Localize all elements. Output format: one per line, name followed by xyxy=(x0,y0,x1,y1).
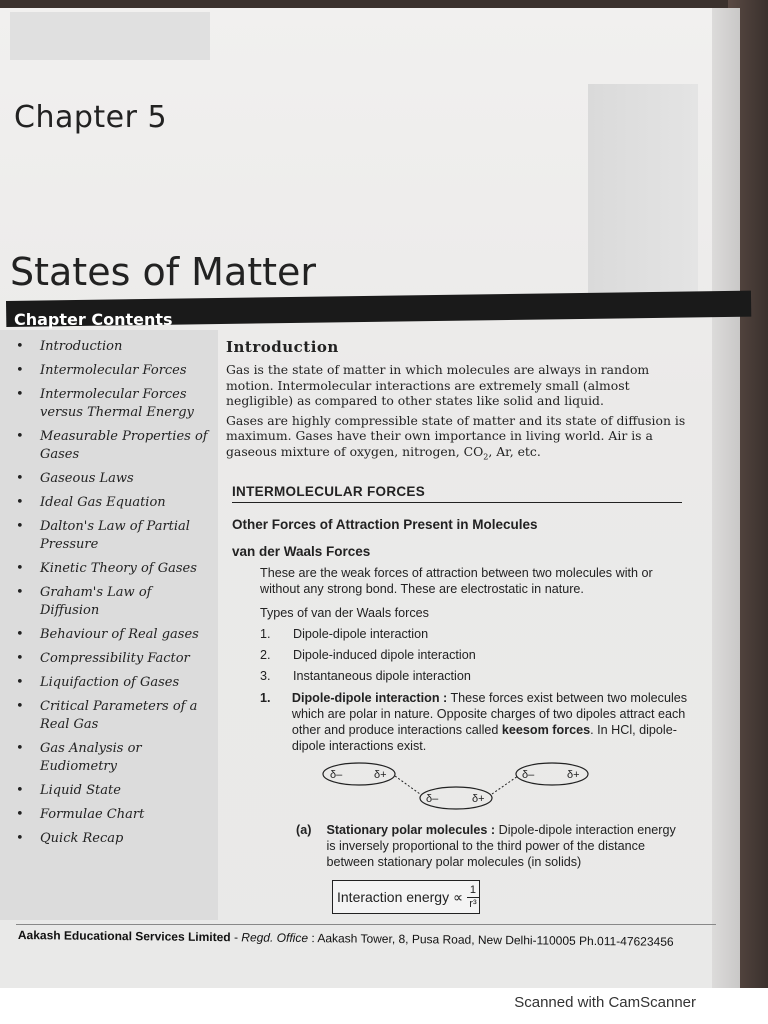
dipole-pos-right: δ+ xyxy=(567,769,580,782)
footer-dash: - xyxy=(230,930,242,945)
toc-item: • Intermolecular Forces versus Thermal Energy xyxy=(14,386,214,422)
type-number: 2. xyxy=(260,648,271,663)
toc-item: • Behaviour of Real gases xyxy=(14,626,214,644)
toc-item: • Measurable Properties of Gases xyxy=(14,428,214,464)
paper-edge xyxy=(712,8,740,988)
chapter-number: Chapter 5 xyxy=(14,100,168,135)
type-number: 3. xyxy=(260,669,271,684)
type-item xyxy=(260,668,688,684)
top-strip xyxy=(10,12,210,60)
vdw-paragraph: These are the weak forces of attraction between two molecules with or without any strong bond. These are electrostatic in nature. xyxy=(260,566,653,597)
item-number: 1. xyxy=(260,691,271,706)
dipole-neg-left: δ– xyxy=(330,769,343,782)
toc-item: • Intermolecular Forces xyxy=(14,362,214,380)
footer-address: : Aakash Tower, 8, Pusa Road, New Delhi-110005 Ph.011-47623456 xyxy=(307,931,674,949)
dipole-pos-middle: δ+ xyxy=(472,793,485,806)
subscript: 2 xyxy=(483,451,489,461)
toc-item: • Gas Analysis or Eudiometry xyxy=(14,740,214,776)
sub-item-title: Stationary polar molecules : xyxy=(326,823,496,838)
contents-label: Chapter Contents xyxy=(14,310,173,329)
toc-item: • Critical Parameters of a Real Gas xyxy=(14,698,214,734)
sub-item-number: (a) xyxy=(296,823,312,838)
interaction-energy-formula xyxy=(332,880,480,914)
type-label: Dipole-induced dipole interaction xyxy=(293,648,476,663)
dipole-diagram xyxy=(322,762,592,812)
section-title: Introduction xyxy=(226,338,339,356)
toc-item: • Liquid State xyxy=(14,782,214,800)
type-item xyxy=(260,647,688,663)
toc-item: • Graham's Law of Diffusion xyxy=(14,584,214,620)
toc-item: • Gaseous Laws xyxy=(14,470,214,488)
toc-item: • Kinetic Theory of Gases xyxy=(14,560,214,578)
footer-rule xyxy=(16,924,716,925)
footer-company: Aakash Educational Services Limited xyxy=(17,928,231,945)
type-label: Instantaneous dipole interaction xyxy=(293,669,471,684)
types-label: Types of van der Waals forces xyxy=(260,606,429,621)
toc-item: • Compressibility Factor xyxy=(14,650,214,668)
dipole-neg-middle: δ– xyxy=(426,793,439,806)
gases-text-tail: , Ar, etc. xyxy=(488,443,541,459)
chapter-title: States of Matter xyxy=(10,250,317,294)
formula-label: Interaction energy ∝ xyxy=(337,888,463,905)
formula-denominator: r³ xyxy=(469,897,477,910)
scanner-watermark: Scanned with CamScanner xyxy=(514,994,696,1011)
type-label: Dipole-dipole interaction xyxy=(293,627,429,642)
dipole-dipole-item xyxy=(260,690,688,754)
forces-subheading: Other Forces of Attraction Present in Molecules xyxy=(232,517,538,533)
toc-item: • Ideal Gas Equation xyxy=(14,494,214,512)
chapter-contents-list xyxy=(14,338,214,854)
stationary-polar-item xyxy=(296,822,688,870)
intro-paragraph: Gas is the state of matter in which molecules are always in random motion. Intermolecular interactions are extremely small (almost negligible) as compared to other states like solid and liquid. xyxy=(226,362,650,408)
sub-item-body: Dipole-dipole interaction energy is inversely proportional to the third power of the distance between stationary polar molecules (in solids) xyxy=(326,823,676,870)
formula-fraction xyxy=(467,885,479,910)
item-text xyxy=(292,690,688,754)
item-body: These forces exist between two molecules which are polar in nature. Opposite charges of two dipoles attract each other and produce interactions called xyxy=(291,691,688,738)
footer-office-label: Regd. Office xyxy=(241,930,309,946)
toc-item: • Dalton's Law of Partial Pressure xyxy=(14,518,214,554)
dipole-pos-left: δ+ xyxy=(374,769,387,782)
sub-item-text xyxy=(326,822,688,870)
keesom-term: keesom forces xyxy=(501,723,591,738)
toc-item: • Liquifaction of Gases xyxy=(14,674,214,692)
intermolecular-heading: INTERMOLECULAR FORCES xyxy=(232,484,682,503)
toc-item: • Quick Recap xyxy=(14,830,214,848)
type-number: 1. xyxy=(260,627,271,642)
attraction-line-right xyxy=(492,776,518,794)
item-tail: . In HCl, dipole-dipole interactions exist. xyxy=(291,723,677,754)
item-title: Dipole-dipole interaction : xyxy=(291,691,448,706)
main-content xyxy=(226,338,688,914)
gases-paragraph xyxy=(226,413,688,465)
dipole-diagram-svg xyxy=(322,762,592,812)
toc-item: • Introduction xyxy=(14,338,214,356)
gases-text: Gases are highly compressible state of matter and its state of diffusion is maximum. Gases have their own importance in living world. Air is a gaseous mixture of oxygen, nitrogen, CO xyxy=(226,412,686,459)
decorative-band xyxy=(588,84,698,304)
dipole-neg-right: δ– xyxy=(522,769,535,782)
vdw-heading: van der Waals Forces xyxy=(232,544,371,560)
toc-item: • Formulae Chart xyxy=(14,806,214,824)
formula-numerator: 1 xyxy=(469,883,477,896)
type-item xyxy=(260,626,688,642)
attraction-line-left xyxy=(395,776,420,794)
